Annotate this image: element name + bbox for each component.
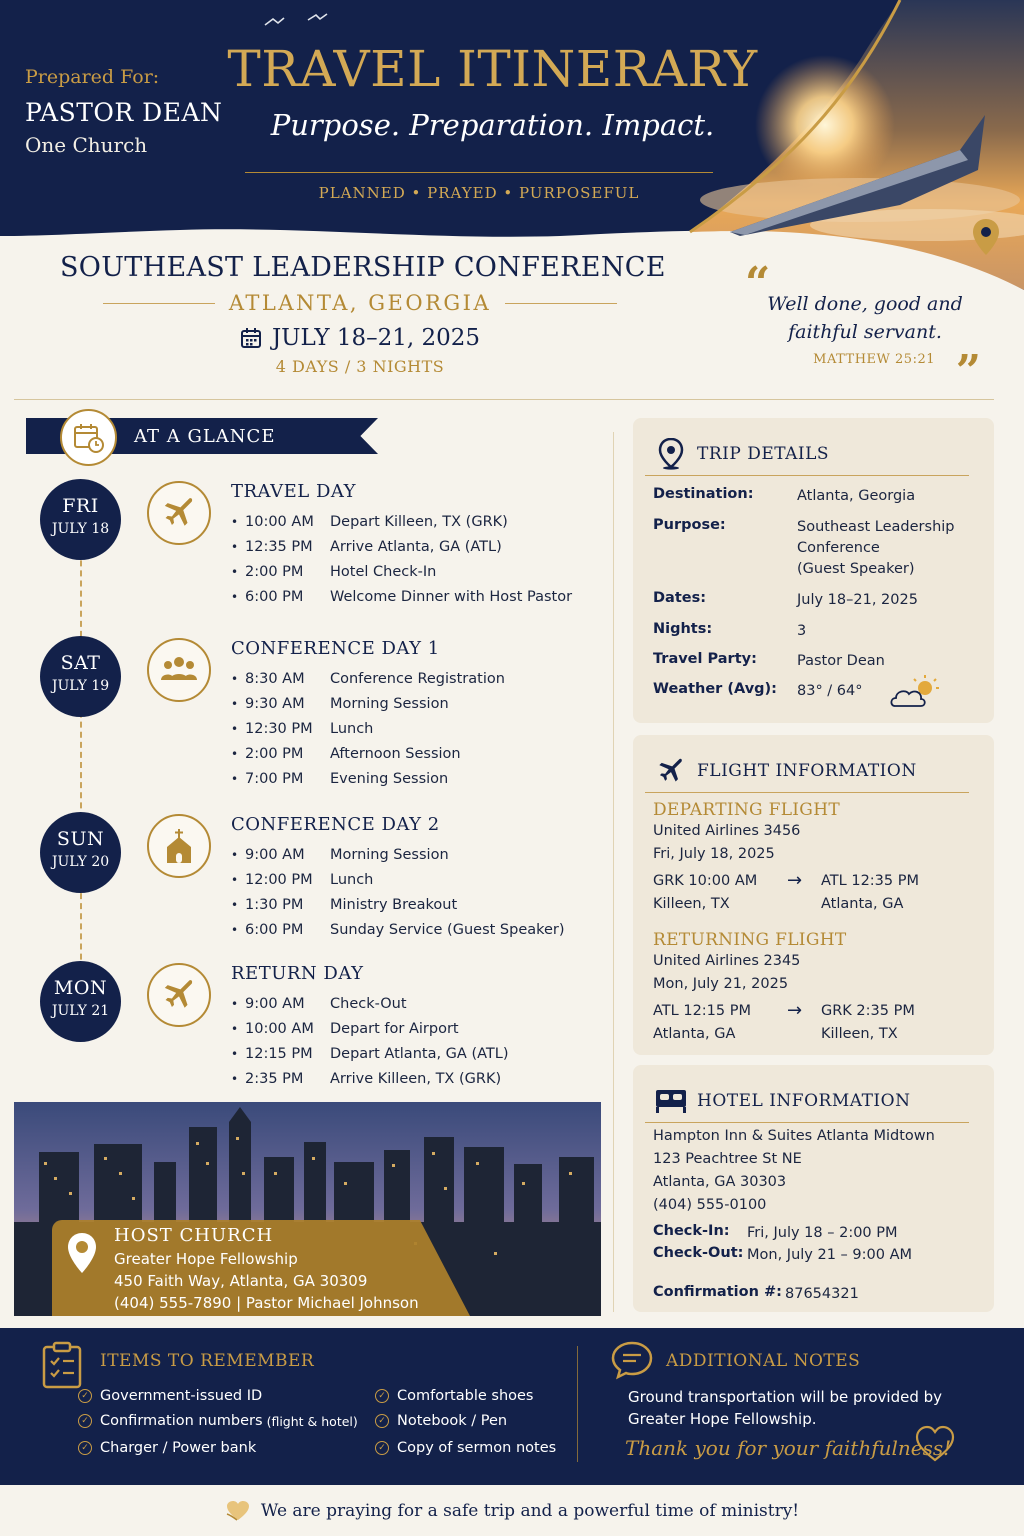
remember-item-label: Government-issued ID [100, 1388, 263, 1404]
timeline-connector [80, 520, 82, 1010]
people-icon [147, 638, 211, 702]
hotel-street: 123 Peachtree St NE [653, 1151, 802, 1167]
trip-key: Weather (Avg): [653, 681, 777, 697]
returning-flight-label: RETURNING FLIGHT [653, 930, 847, 950]
flight-information-title: FLIGHT INFORMATION [697, 760, 917, 781]
event-time: 12:00 PM [245, 871, 313, 888]
prepared-for-church: One Church [25, 133, 148, 157]
event-time: 9:00 AM [245, 846, 305, 863]
event-time: 12:35 PM [245, 538, 313, 555]
hotel-phone: (404) 555-0100 [653, 1197, 767, 1213]
day-of-week: FRI [62, 495, 99, 517]
day-badge [40, 961, 121, 1042]
event-desc: Depart for Airport [330, 1020, 459, 1037]
partly-sunny-icon [889, 674, 947, 712]
speech-bubble-icon [610, 1340, 654, 1380]
hotel-key: Check-In: [653, 1223, 730, 1239]
closing-message [0, 1485, 1024, 1536]
day-badge [40, 636, 121, 717]
event-desc: Ministry Breakout [330, 896, 458, 913]
header-divider [245, 172, 713, 173]
calendar-clock-icon [60, 409, 117, 466]
check-circle-icon: ✓ [78, 1389, 92, 1403]
church-icon [147, 814, 211, 878]
hotel-information-title: HOTEL INFORMATION [697, 1090, 911, 1111]
event-desc: Sunday Service (Guest Speaker) [330, 921, 565, 938]
event-item: • 12:15 PM Depart Atlanta, GA (ATL) [231, 1045, 509, 1062]
flight-information-card [633, 735, 994, 1055]
prepared-for-label: Prepared For: [25, 66, 160, 88]
remember-item-label: Charger / Power bank [100, 1440, 257, 1456]
departing-airline: United Airlines 3456 [653, 823, 801, 839]
check-circle-icon: ✓ [375, 1389, 389, 1403]
event-time: 7:00 PM [245, 770, 304, 787]
trip-key: Travel Party: [653, 651, 757, 667]
close-quote-icon: ” [955, 346, 981, 397]
hotel-key: Check-Out: [653, 1245, 744, 1261]
event-time: 12:30 PM [245, 720, 313, 737]
returning-to: GRK 2:35 PM [821, 1003, 915, 1019]
location-pin-icon [645, 438, 697, 470]
remember-item-label: Confirmation numbers [100, 1413, 263, 1429]
heart-hands-icon [225, 1500, 251, 1522]
remember-item [375, 1440, 556, 1456]
host-church-address: 450 Faith Way, Atlanta, GA 30309 [114, 1272, 368, 1290]
departing-flight [653, 800, 919, 918]
remember-item [375, 1413, 507, 1429]
event-time: 12:15 PM [245, 1045, 313, 1062]
conference-title: SOUTHEAST LEADERSHIP CONFERENCE [60, 252, 666, 283]
remember-item-note: (flight & hotel) [266, 1413, 358, 1429]
location-pin-icon [66, 1232, 98, 1274]
departing-to-city: Atlanta, GA [821, 896, 904, 912]
event-time: 2:00 PM [245, 745, 304, 762]
event-item: • 2:35 PM Arrive Killeen, TX (GRK) [231, 1070, 502, 1087]
thank-you-note: Thank you for your faithfulness! [625, 1436, 952, 1460]
event-list [231, 509, 572, 609]
day-badge [40, 479, 121, 560]
at-a-glance-label: AT A GLANCE [134, 426, 276, 447]
prepared-for-name: PASTOR DEAN [25, 98, 223, 127]
hotel-city: Atlanta, GA 30303 [653, 1174, 787, 1190]
clipboard-checklist-icon [42, 1341, 82, 1389]
event-item: • 12:30 PM Lunch [231, 720, 374, 737]
event-list [231, 842, 565, 942]
event-desc: Welcome Dinner with Host Pastor [330, 588, 573, 605]
items-to-remember-title: ITEMS TO REMEMBER [100, 1351, 315, 1371]
event-desc: Check-Out [330, 995, 407, 1012]
trip-value: 83° / 64° [797, 683, 863, 699]
day-of-week: SUN [56, 828, 105, 850]
scripture-quote [745, 258, 985, 397]
host-church-info [114, 1225, 419, 1312]
divider-line [505, 303, 617, 304]
remember-item [78, 1388, 262, 1404]
heart-outline-icon [914, 1424, 956, 1464]
event-time: 1:30 PM [245, 896, 304, 913]
airplane-icon [147, 963, 211, 1027]
open-quote-icon: “ [745, 258, 771, 309]
day-title: RETURN DAY [231, 963, 364, 984]
event-item: • 8:30 AM Conference Registration [231, 670, 505, 687]
hotel-value: Fri, July 18 – 2:00 PM [747, 1225, 898, 1241]
host-church-contact: (404) 555-7890 | Pastor Michael Johnson [114, 1294, 419, 1312]
departing-date: Fri, July 18, 2025 [653, 846, 775, 862]
trip-key: Dates: [653, 590, 707, 606]
additional-notes-text: Ground transportation will be provided by Greater Hope Fellowship. [628, 1388, 943, 1428]
trip-key: Purpose: [653, 517, 726, 533]
trip-key: Destination: [653, 486, 754, 502]
event-time: 2:35 PM [245, 1070, 304, 1087]
remember-item-label: Copy of sermon notes [397, 1440, 557, 1456]
header-subtitle: PLANNED • PRAYED • PURPOSEFUL [318, 184, 640, 202]
day-date: JULY 18 [51, 521, 110, 537]
event-item: • 9:30 AM Morning Session [231, 695, 449, 712]
day-date: JULY 20 [51, 854, 110, 870]
event-desc: Lunch [330, 720, 374, 737]
conference-dates: JULY 18–21, 2025 [271, 325, 481, 351]
remember-item [78, 1440, 256, 1456]
day-of-week: SAT [60, 652, 101, 674]
event-item: • 7:00 PM Evening Session [231, 770, 449, 787]
event-list [231, 666, 505, 791]
event-desc: Morning Session [330, 695, 449, 712]
airplane-icon [645, 757, 697, 785]
closing-message-text: We are praying for a safe trip and a powerful time of ministry! [260, 1500, 800, 1521]
divider-line [103, 303, 215, 304]
event-list [231, 991, 508, 1091]
tagline: Purpose. Preparation. Impact. [270, 108, 715, 142]
event-item: • 10:00 AM Depart for Airport [231, 1020, 459, 1037]
day-title: TRAVEL DAY [231, 481, 357, 502]
quote-reference: MATTHEW 25:21 [813, 352, 935, 367]
event-desc: Conference Registration [330, 670, 505, 687]
section-divider [14, 399, 994, 400]
day-date: JULY 19 [51, 678, 110, 694]
returning-from-city: Atlanta, GA [653, 1026, 736, 1042]
event-item: • 12:00 PM Lunch [231, 871, 374, 888]
event-desc: Lunch [330, 871, 374, 888]
event-time: 9:00 AM [245, 995, 305, 1012]
quote-text: Well done, good and faithful servant. [767, 293, 963, 343]
trip-value: Atlanta, Georgia [797, 488, 916, 504]
trip-value: July 18–21, 2025 [797, 592, 918, 608]
event-desc: Morning Session [330, 846, 449, 863]
check-circle-icon: ✓ [78, 1441, 92, 1455]
calendar-icon [240, 327, 262, 349]
event-item: • 1:30 PM Ministry Breakout [231, 896, 458, 913]
trip-details-title: TRIP DETAILS [697, 443, 830, 464]
event-desc: Evening Session [330, 770, 449, 787]
event-desc: Depart Atlanta, GA (ATL) [330, 1045, 509, 1062]
remember-item-label: Comfortable shoes [397, 1388, 534, 1404]
returning-date: Mon, July 21, 2025 [653, 976, 789, 992]
trip-value: Southeast Leadership [797, 519, 955, 535]
event-time: 2:00 PM [245, 563, 304, 580]
header [0, 0, 1024, 290]
returning-to-city: Killeen, TX [821, 1026, 898, 1042]
trip-value: Pastor Dean [797, 653, 885, 669]
conference-length: 4 DAYS / 3 NIGHTS [275, 357, 445, 376]
conference-city: ATLANTA, GEORGIA [228, 291, 492, 315]
day-title: CONFERENCE DAY 1 [231, 638, 440, 659]
arrow-right-icon: → [787, 1000, 803, 1021]
day-badge [40, 812, 121, 893]
returning-from: ATL 12:15 PM [653, 1003, 751, 1019]
day-date: JULY 21 [51, 1003, 110, 1019]
departing-to: ATL 12:35 PM [821, 873, 919, 889]
event-item: • 6:00 PM Sunday Service (Guest Speaker) [231, 921, 565, 938]
event-item: • 2:00 PM Hotel Check-In [231, 563, 437, 580]
trip-key: Nights: [653, 621, 713, 637]
hotel-value: 87654321 [785, 1286, 859, 1302]
check-circle-icon: ✓ [78, 1414, 92, 1428]
trip-value: Conference [797, 540, 880, 556]
column-divider [613, 432, 614, 1312]
event-desc: Arrive Atlanta, GA (ATL) [330, 538, 502, 555]
event-time: 9:30 AM [245, 695, 305, 712]
footer-divider [577, 1346, 578, 1462]
hotel-key: Confirmation #: [653, 1284, 782, 1300]
event-time: 6:00 PM [245, 921, 304, 938]
event-time: 8:30 AM [245, 670, 305, 687]
departing-flight-label: DEPARTING FLIGHT [653, 800, 840, 820]
trip-value: 3 [797, 623, 807, 639]
check-circle-icon: ✓ [375, 1414, 389, 1428]
event-item: • 10:00 AM Depart Killeen, TX (GRK) [231, 513, 508, 530]
departing-from: GRK 10:00 AM [653, 873, 758, 889]
trip-value: (Guest Speaker) [797, 561, 915, 577]
conference-block [60, 252, 666, 376]
additional-notes-title: ADDITIONAL NOTES [666, 1351, 861, 1371]
hotel-address-block [653, 1125, 935, 1217]
bed-icon [645, 1088, 697, 1114]
check-circle-icon: ✓ [375, 1441, 389, 1455]
day-of-week: MON [53, 977, 108, 999]
event-time: 10:00 AM [245, 513, 314, 530]
event-desc: Hotel Check-In [330, 563, 437, 580]
page-title: TRAVEL ITINERARY [227, 40, 758, 98]
departing-from-city: Killeen, TX [653, 896, 730, 912]
event-time: 10:00 AM [245, 1020, 314, 1037]
remember-item [375, 1388, 533, 1404]
hotel-name: Hampton Inn & Suites Atlanta Midtown [653, 1128, 935, 1144]
event-desc: Afternoon Session [330, 745, 461, 762]
map-pin-icon [972, 218, 1000, 256]
day-title: CONFERENCE DAY 2 [231, 814, 440, 835]
event-item: • 2:00 PM Afternoon Session [231, 745, 461, 762]
returning-flight [653, 930, 915, 1048]
trip-details-card [633, 418, 994, 723]
event-desc: Arrive Killeen, TX (GRK) [330, 1070, 502, 1087]
event-time: 6:00 PM [245, 588, 304, 605]
arrow-right-icon: → [787, 870, 803, 891]
remember-item-label: Notebook / Pen [397, 1413, 508, 1429]
hotel-value: Mon, July 21 – 9:00 AM [747, 1247, 912, 1263]
event-item: • 6:00 PM Welcome Dinner with Host Pastor [231, 588, 573, 605]
event-desc: Depart Killeen, TX (GRK) [330, 513, 508, 530]
remember-item [78, 1413, 358, 1429]
event-item: • 9:00 AM Morning Session [231, 846, 449, 863]
host-church-title: HOST CHURCH [114, 1225, 274, 1246]
event-item: • 12:35 PM Arrive Atlanta, GA (ATL) [231, 538, 502, 555]
event-item: • 9:00 AM Check-Out [231, 995, 407, 1012]
hotel-information-card [633, 1065, 994, 1312]
host-church-name: Greater Hope Fellowship [114, 1250, 298, 1268]
airplane-icon [147, 481, 211, 545]
returning-airline: United Airlines 2345 [653, 953, 801, 969]
